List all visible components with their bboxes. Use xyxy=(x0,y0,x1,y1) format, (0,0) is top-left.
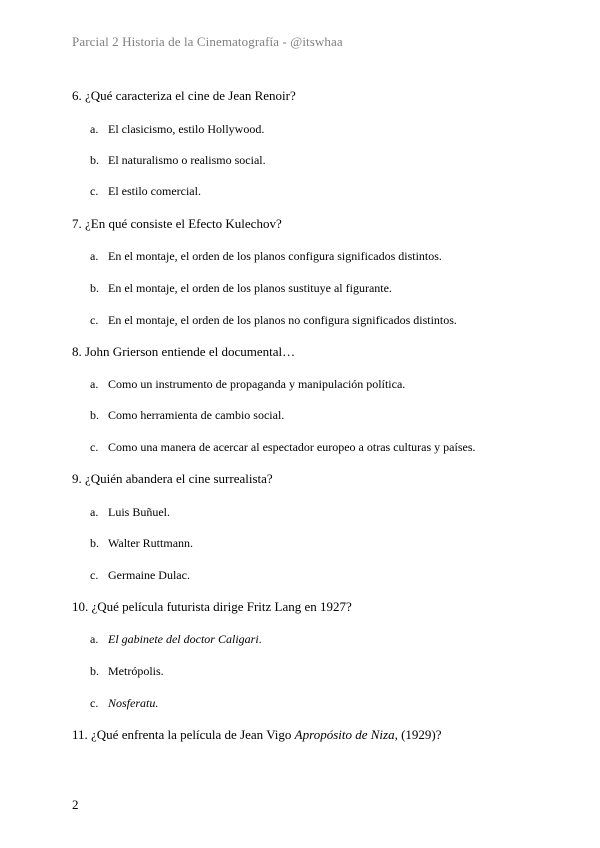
question-text-after: (1929)? xyxy=(397,727,442,742)
option-letter: c. xyxy=(90,313,99,327)
option-letter: c. xyxy=(90,184,99,198)
option-text: Como herramienta de cambio social. xyxy=(108,408,285,422)
option-letter: b. xyxy=(90,408,99,422)
option-text: Como un instrumento de propaganda y manipulación política. xyxy=(108,377,406,391)
option-letter: b. xyxy=(90,153,99,167)
option-text: En el montaje, el orden de los planos configura significados distintos. xyxy=(108,249,442,263)
option-letter: c. xyxy=(90,440,99,454)
option-8a xyxy=(90,376,405,392)
option-7b xyxy=(90,280,392,296)
option-9c xyxy=(90,567,190,583)
option-9b xyxy=(90,535,193,551)
option-6a xyxy=(90,121,264,137)
option-10a xyxy=(90,631,262,647)
option-text: Germaine Dulac. xyxy=(108,568,190,582)
option-10c xyxy=(90,695,158,711)
question-9: 9. ¿Quién abandera el cine surrealista? xyxy=(72,471,273,486)
question-8: 8. John Grierson entiende el documental… xyxy=(72,344,296,359)
option-text-italic: El gabinete del doctor Caligari xyxy=(108,632,259,646)
option-text: En el montaje, el orden de los planos no configura significados distintos. xyxy=(108,313,457,327)
option-text: El clasicismo, estilo Hollywood. xyxy=(108,122,265,136)
option-7a xyxy=(90,248,442,264)
option-10b xyxy=(90,663,164,679)
option-letter: b. xyxy=(90,281,99,295)
question-11 xyxy=(72,727,442,743)
option-letter: c. xyxy=(90,568,99,582)
option-letter: a. xyxy=(90,377,99,391)
question-text: 11. ¿Qué enfrenta la película de Jean Vigo xyxy=(72,727,295,742)
question-text-italic: Apropósito de Niza, xyxy=(294,727,398,742)
option-9a xyxy=(90,504,170,520)
option-text: Luis Buñuel. xyxy=(108,505,170,519)
option-8c xyxy=(90,439,476,455)
option-7c xyxy=(90,312,457,328)
option-text: El estilo comercial. xyxy=(108,184,201,198)
option-8b xyxy=(90,407,284,423)
option-letter: c. xyxy=(90,696,99,710)
page-number: 2 xyxy=(72,797,79,812)
option-6c xyxy=(90,183,201,199)
option-letter: a. xyxy=(90,122,99,136)
option-text-after: . xyxy=(258,632,262,646)
question-7: 7. ¿En qué consiste el Efecto Kulechov? xyxy=(72,216,282,231)
option-text: El naturalismo o realismo social. xyxy=(108,153,266,167)
option-text: Walter Ruttmann. xyxy=(108,536,194,550)
page-header: Parcial 2 Historia de la Cinematografía - @itswhaa xyxy=(72,34,343,49)
option-text: Como una manera de acercar al espectador europeo a otras culturas y países. xyxy=(108,440,476,454)
option-letter: a. xyxy=(90,632,99,646)
option-text-italic: Nosferatu. xyxy=(108,696,159,710)
question-10: 10. ¿Qué película futurista dirige Fritz Lang en 1927? xyxy=(72,599,352,614)
option-6b xyxy=(90,152,266,168)
option-text: En el montaje, el orden de los planos sustituye al figurante. xyxy=(108,281,392,295)
option-letter: b. xyxy=(90,536,99,550)
option-text: Metrópolis. xyxy=(108,664,164,678)
option-letter: a. xyxy=(90,505,99,519)
option-letter: b. xyxy=(90,664,99,678)
option-letter: a. xyxy=(90,249,99,263)
question-6: 6. ¿Qué caracteriza el cine de Jean Renoir? xyxy=(72,88,296,103)
